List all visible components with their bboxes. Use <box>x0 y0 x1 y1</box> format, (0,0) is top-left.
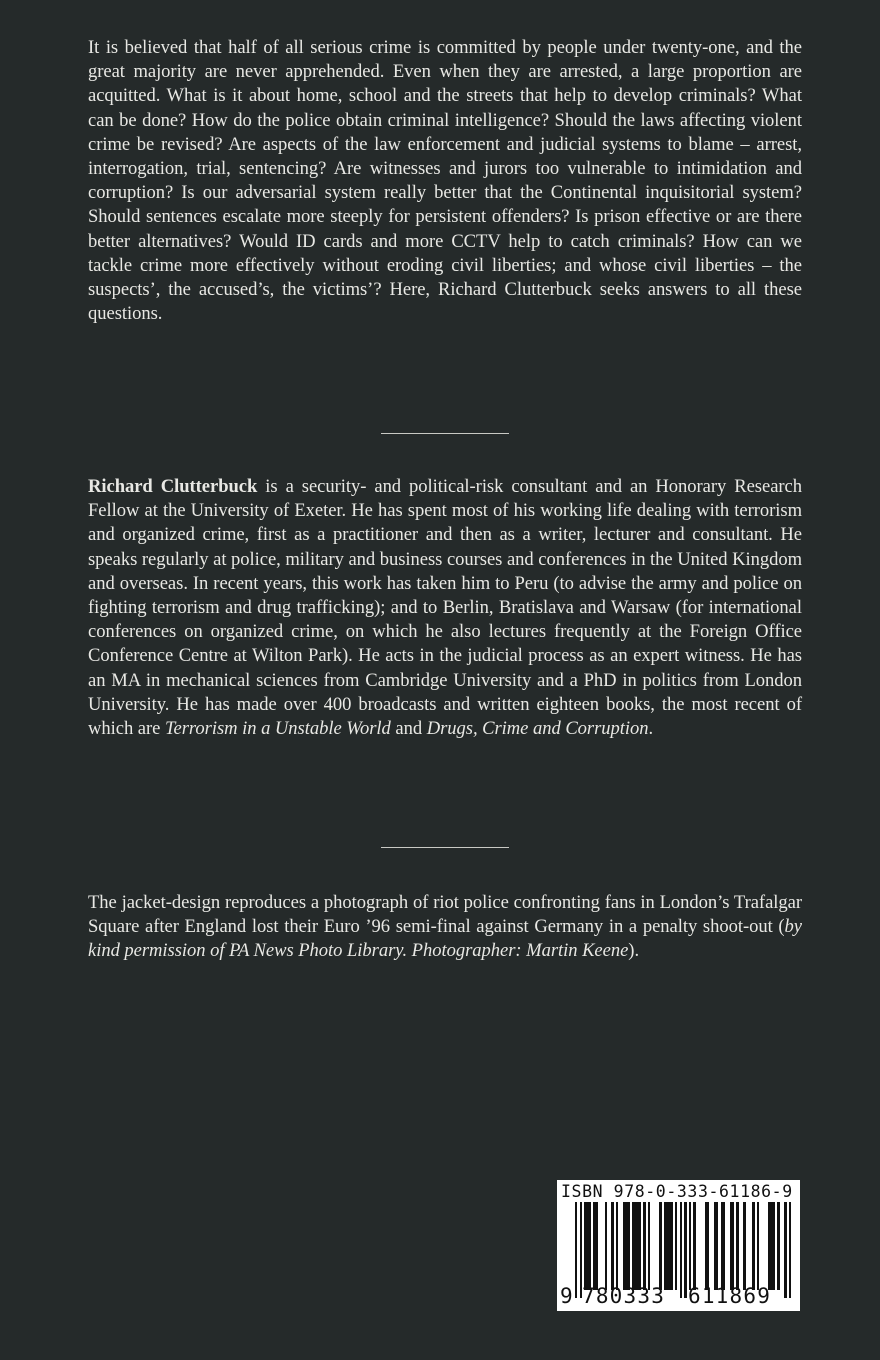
author-bio-paragraph <box>88 475 802 741</box>
barcode-bar <box>752 1202 754 1290</box>
barcode-bar <box>616 1202 618 1290</box>
bio-end: . <box>648 718 654 740</box>
barcode-bar <box>707 1202 709 1290</box>
barcode-bar <box>736 1202 738 1290</box>
barcode-bar <box>611 1202 613 1290</box>
barcode-bar <box>675 1202 677 1290</box>
barcode-bar <box>659 1202 661 1290</box>
bio-joiner: and <box>390 718 427 740</box>
barcode-bar <box>784 1202 786 1298</box>
bio-text: is a security- and political-risk consultant and an Honorary Research Fellow at the University of Exeter. He has spent most of his working life dealing with terrorism and organized crime, first as a practitioner and then as a writer, lecturer and consultant. He speaks regularly at police, military and business courses and conferences in the United Kingdom and overseas. In recent years, this work has taken him to Peru (to advise the army and police on fighting terrorism and drug trafficking); and to Berlin, Bratislava and Warsaw (for international conferences on organized crime, on which he also lectures frequently at the Foreign Office Conference Centre at Wilton Park). He acts in the judicial process as an expert witness. He has an MA in mechanical sciences from Cambridge University and a PhD in politics from London University. He has made over 400 broadcasts and written eighteen books, the most recent of which are <box>88 476 803 740</box>
barcode-bar <box>773 1202 775 1290</box>
barcode-digit-first: 9 <box>560 1284 573 1308</box>
barcode-bar <box>627 1202 629 1290</box>
barcode-bar <box>743 1202 745 1290</box>
barcode-bars <box>575 1202 791 1290</box>
book-title: Drugs, Crime and Corruption <box>426 718 649 740</box>
credit-end: ). <box>628 940 640 962</box>
barcode-bar <box>684 1202 686 1298</box>
divider-rule <box>381 847 509 848</box>
photo-permission: by kind permission of PA News Photo Library. Photographer: Martin Keene <box>88 916 802 962</box>
barcode-bar <box>575 1202 577 1298</box>
blurb-paragraph <box>88 36 802 326</box>
divider-rule <box>381 433 509 434</box>
barcode-bar <box>648 1202 650 1290</box>
barcode-digits-right: 611869 <box>688 1284 772 1308</box>
barcode-bar <box>680 1202 682 1298</box>
barcode-bar <box>777 1202 779 1290</box>
jacket-credit-paragraph <box>88 891 802 964</box>
credit-text: The jacket-design reproduces a photograph of riot police confronting fans in London’s Trafalgar Square after England lost their Euro ’96 semi-final against Germany in a penalty shoot-out ( <box>88 892 802 938</box>
barcode-bar <box>732 1202 734 1290</box>
barcode-bar <box>605 1202 607 1290</box>
barcode-digits-left: 780333 <box>582 1284 666 1308</box>
barcode-bar <box>789 1202 791 1298</box>
barcode-bar <box>643 1202 645 1290</box>
barcode-bar <box>716 1202 718 1290</box>
barcode-bar <box>693 1202 695 1290</box>
barcode-bar <box>689 1202 691 1290</box>
blurb-text: It is believed that half of all serious crime is committed by people under twenty-one, and the great majority are never apprehended. Even when they are arrested, a large proportion are acquitted. What is it about home, school and the streets that help to develop criminals? What can be done? How do the police obtain criminal intelligence? Should the laws affecting violent crime be revised? Are aspects of the law enforcement and judicial systems to blame – arrest, interrogation, trial, sentencing? Are witnesses and jurors too vulnerable to intimidation and corruption? Is our adversarial system really better that the Continental inquisitorial system? Should sentences escalate more steeply for persistent offenders? Is prison effective or are there better alternatives? Would ID cards and more CCTV help to catch criminals? How can we tackle crime more effectively without eroding civil liberties; and whose civil liberties – the suspects’, the accused’s, the victims’? Here, Richard Clutterbuck seeks answers to all these questions. <box>88 37 802 325</box>
barcode-bar <box>589 1202 591 1290</box>
barcode-bar <box>757 1202 759 1290</box>
barcode-bar <box>595 1202 597 1290</box>
barcode-bar <box>723 1202 725 1290</box>
isbn-label: ISBN 978-0-333-61186-9 <box>561 1182 793 1201</box>
isbn-barcode <box>557 1180 800 1311</box>
barcode-bar <box>670 1202 672 1290</box>
barcode-bar <box>639 1202 641 1290</box>
author-name: Richard Clutterbuck <box>88 476 258 497</box>
book-title: Terrorism in a Unstable World <box>164 718 391 740</box>
